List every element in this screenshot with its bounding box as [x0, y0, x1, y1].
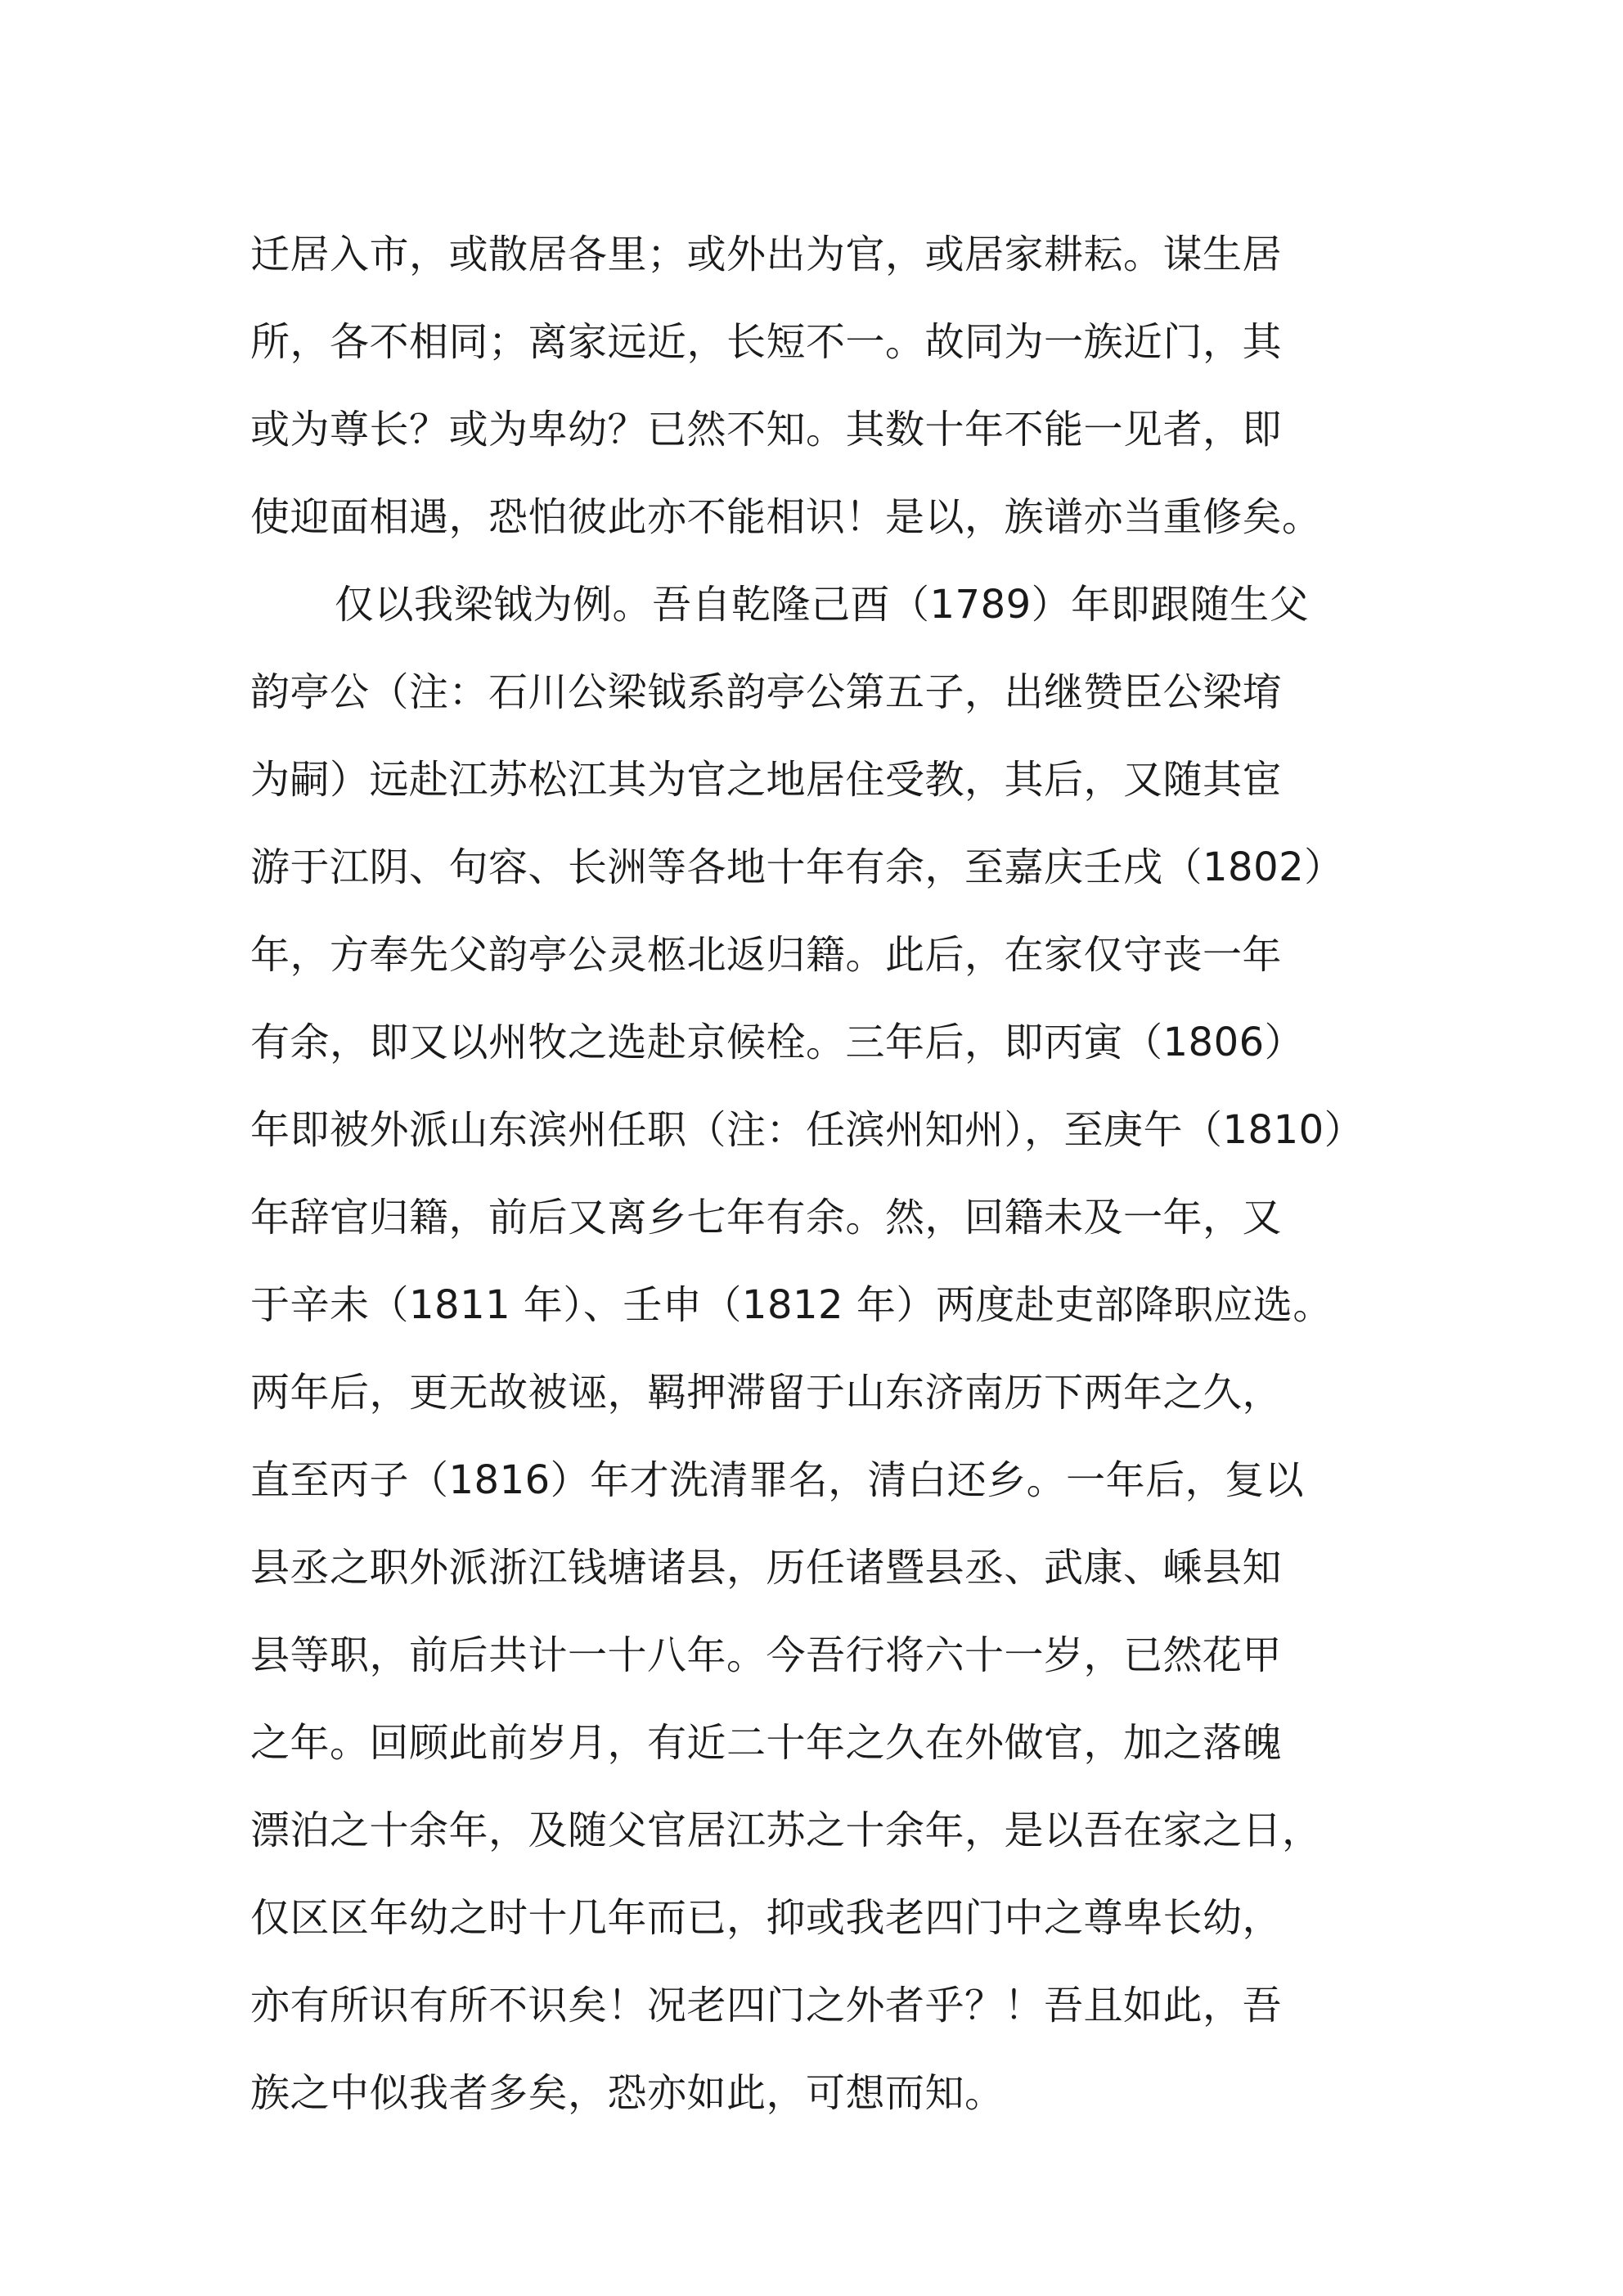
text-line: 年辞官归籍，前后又离乡七年有余。然，回籍未及一年，又	[250, 1195, 1283, 1240]
text-line: 漂泊之十余年，及随父官居江苏之十余年，是以吾在家之日，	[250, 1808, 1322, 1853]
text-line: 族之中似我者多矣，恐亦如此，可想而知。	[250, 2070, 1005, 2116]
text-line: 游于江阴、句容、长洲等各地十年有余，至嘉庆壬戌（1802）	[250, 844, 1344, 890]
text-line: 所，各不相同；离家远近，长短不一。故同为一族近门，其	[250, 319, 1283, 365]
text-line: 仅区区年幼之时十几年而已，抑或我老四门中之尊卑长幼，	[250, 1895, 1283, 1941]
text-line: 或为尊长？或为卑幼？已然不知。其数十年不能一见者，即	[250, 407, 1283, 452]
text-line: 为嗣）远赴江苏松江其为官之地居住受教，其后，又随其宦	[250, 757, 1283, 803]
text-line: 韵亭公（注：石川公梁钺系韵亭公第五子，出继赞臣公梁堉	[250, 669, 1283, 715]
text-line: 县等职，前后共计一十八年。今吾行将六十一岁，已然花甲	[250, 1632, 1283, 1678]
text-line: 年，方奉先父韵亭公灵柩北返归籍。此后，在家仅守丧一年	[250, 932, 1283, 978]
text-line: 年即被外派山东滨州任职（注：任滨州知州），至庚午（1810）	[250, 1107, 1364, 1153]
text-line: 直至丙子（1816）年才洗清罪名，清白还乡。一年后，复以	[250, 1457, 1305, 1503]
text-line: 县丞之职外派浙江钱塘诸县，历任诸暨县丞、武康、嵊县知	[250, 1545, 1283, 1591]
body-text	[250, 211, 1396, 2137]
text-line: 两年后，更无故被诬，羁押滞留于山东济南历下两年之久，	[250, 1370, 1283, 1416]
text-line: 使迎面相遇，恐怕彼此亦不能相识！是以，族谱亦当重修矣。	[250, 494, 1322, 540]
text-line: 于辛未（1811 年）、壬申（1812 年）两度赴吏部降职应选。	[250, 1282, 1333, 1328]
text-line: 迁居入市，或散居各里；或外出为官，或居家耕耘。谋生居	[250, 232, 1283, 277]
text-line: 亦有所识有所不识矣！况老四门之外者乎？！吾且如此，吾	[250, 1983, 1283, 2028]
text-line: 仅以我梁钺为例。吾自乾隆己酉（1789）年即跟随生父	[335, 582, 1310, 628]
text-line: 有余，即又以州牧之选赴京候栓。三年后，即丙寅（1806）	[250, 1020, 1305, 1065]
text-line: 之年。回顾此前岁月，有近二十年之久在外做官，加之落魄	[250, 1720, 1283, 1766]
